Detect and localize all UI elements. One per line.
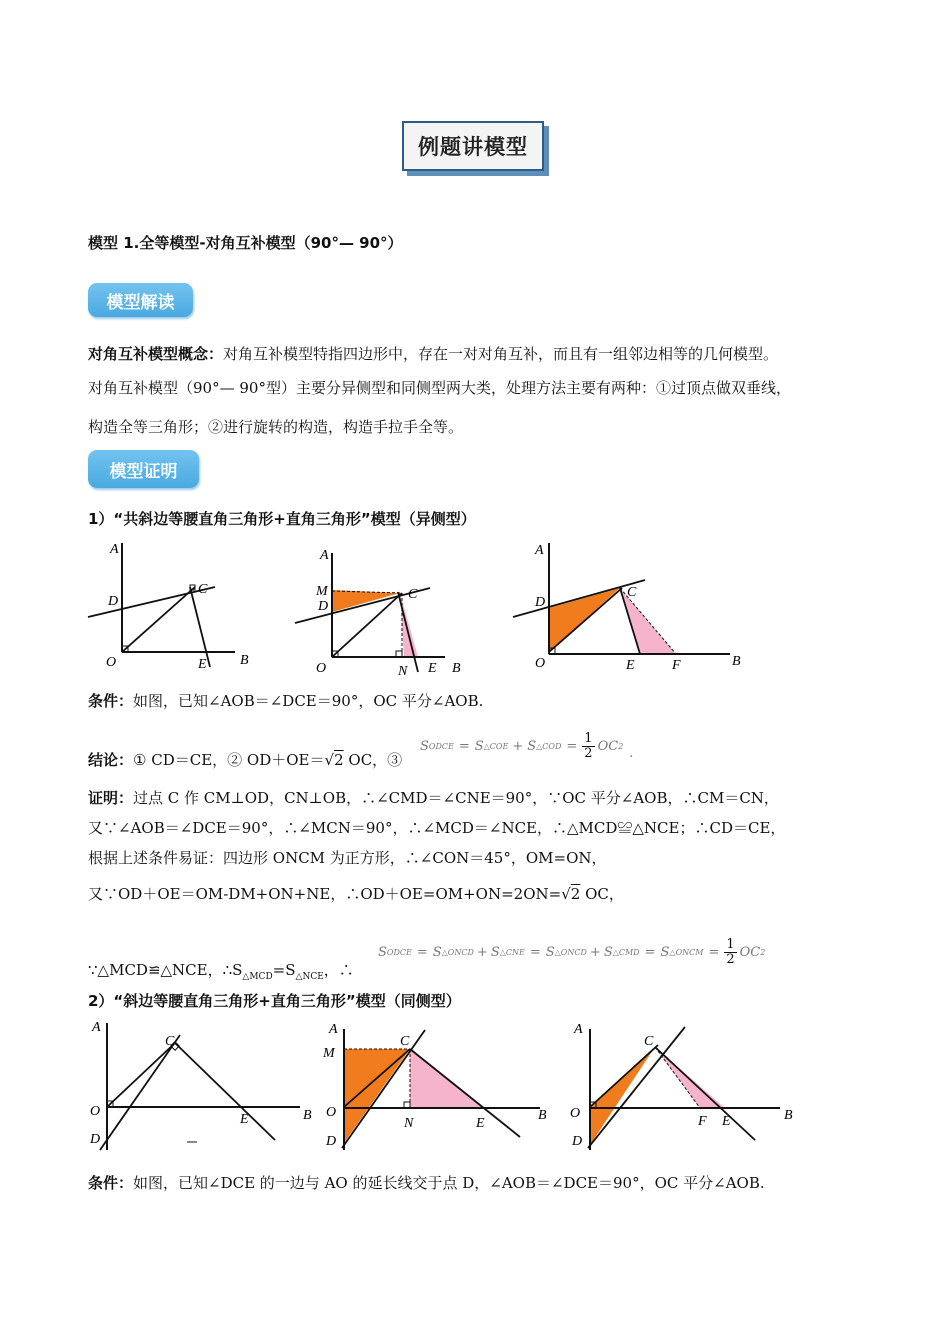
badge-proof: 模型证明 bbox=[88, 450, 199, 488]
section1-conclusion bbox=[88, 750, 402, 770]
svg-text:M: M bbox=[316, 584, 328, 599]
svg-text:O: O bbox=[535, 656, 546, 671]
svg-text:C: C bbox=[644, 1034, 654, 1049]
svg-text:O: O bbox=[570, 1106, 581, 1121]
section1-condition bbox=[88, 691, 483, 711]
condition2-label: 条件： bbox=[88, 1174, 134, 1192]
figure-1b bbox=[295, 548, 461, 679]
proof-text-4b: OC， bbox=[585, 885, 624, 903]
section1-figures bbox=[80, 535, 760, 680]
proof-text-1: 过点 C 作 CM⊥OD，CN⊥OB，∴∠CMD＝∠CNE＝90°，∵OC 平分∠AOB，∴CM＝CN， bbox=[133, 789, 779, 807]
figure-2b bbox=[322, 1022, 547, 1150]
svg-text:N: N bbox=[398, 664, 408, 679]
svg-text:O: O bbox=[326, 1105, 337, 1120]
svg-text:A: A bbox=[110, 542, 119, 557]
svg-text:C: C bbox=[198, 582, 208, 597]
proof-line-5: ∵△MCD≌△NCE，$\therefore S_{\triangle MCD}=S_{\triangle NCE}$，∴ bbox=[88, 961, 354, 982]
svg-text:D: D bbox=[90, 1132, 101, 1147]
svg-text:O: O bbox=[90, 1104, 101, 1119]
svg-text:F: F bbox=[698, 1114, 707, 1129]
svg-text:E: E bbox=[722, 1114, 731, 1129]
conclusion-label: 结论： bbox=[88, 751, 134, 769]
svg-text:B: B bbox=[303, 1108, 312, 1123]
svg-text:B: B bbox=[240, 653, 249, 668]
concept-line-1 bbox=[88, 344, 778, 364]
figure-2a bbox=[89, 1020, 312, 1150]
svg-text:F: F bbox=[672, 658, 681, 673]
svg-text:O: O bbox=[316, 661, 327, 676]
svg-text:A: A bbox=[329, 1022, 338, 1037]
condition-text: 如图，已知∠AOB＝∠DCE＝90°，OC 平分∠AOB. bbox=[133, 692, 484, 710]
figure-1c bbox=[513, 543, 741, 673]
conclusion-part-b: OC，③ bbox=[348, 751, 403, 769]
concept-line-3: 构造全等三角形；②进行旋转的构造，构造手拉手全等。 bbox=[88, 418, 464, 436]
figure-1a bbox=[88, 542, 249, 672]
section2-condition bbox=[88, 1173, 765, 1193]
section2-figures bbox=[80, 1015, 800, 1155]
svg-text:B: B bbox=[784, 1108, 793, 1123]
svg-text:C: C bbox=[165, 1034, 175, 1049]
svg-text:B: B bbox=[732, 654, 741, 669]
proof-line-2: 又∵∠AOB＝∠DCE＝90°，∴∠MCN＝90°，∴∠MCD＝∠NCE，∴△MCD≌△NCE；∴CD＝CE， bbox=[88, 819, 786, 837]
concept-text-1: 对角互补模型特指四边形中，存在一对对角互补，而且有一组邻边相等的几何模型。 bbox=[223, 345, 779, 363]
svg-text:C: C bbox=[408, 587, 418, 602]
svg-text:M: M bbox=[323, 1046, 335, 1061]
svg-text:E: E bbox=[626, 658, 635, 673]
figure-2c bbox=[570, 1022, 793, 1150]
model-heading: 模型 1.全等模型-对角互补模型（90°— 90°） bbox=[88, 234, 403, 252]
svg-text:C: C bbox=[627, 585, 637, 600]
svg-text:D: D bbox=[108, 594, 119, 609]
svg-text:D: D bbox=[535, 595, 546, 610]
concept-line-2: 对角互补模型（90°— 90°型）主要分异侧型和同侧型两大类，处理方法主要有两种：①过顶点做双垂线， bbox=[88, 379, 791, 397]
svg-text:E: E bbox=[240, 1112, 249, 1127]
svg-text:B: B bbox=[538, 1108, 547, 1123]
proof-line-1 bbox=[88, 788, 779, 808]
condition2-text: 如图，已知∠DCE 的一边与 AO 的延长线交于点 D，∠AOB＝∠DCE＝90°，OC 平分∠AOB. bbox=[133, 1174, 765, 1192]
svg-text:E: E bbox=[198, 657, 207, 672]
page-title: 例题讲模型 bbox=[402, 121, 544, 171]
svg-text:O: O bbox=[106, 655, 117, 670]
svg-text:A: A bbox=[574, 1022, 583, 1037]
proof-line-3: 根据上述条件易证：四边形 ONCM 为正方形，∴∠CON＝45°，OM=ON， bbox=[88, 849, 607, 867]
svg-text:A: A bbox=[92, 1020, 101, 1035]
proof-line-4 bbox=[88, 884, 624, 904]
svg-text:C: C bbox=[400, 1034, 410, 1049]
svg-text:A: A bbox=[320, 548, 329, 563]
svg-text:A: A bbox=[535, 543, 544, 558]
section2-heading: 2）“斜边等腰直角三角形+直角三角形”模型（同侧型） bbox=[88, 992, 461, 1010]
badge-interpret: 模型解读 bbox=[88, 283, 193, 317]
conclusion-part-a: ① CD＝CE，② OD＋OE＝ bbox=[133, 751, 325, 769]
svg-text:E: E bbox=[476, 1116, 485, 1131]
area-formula-2: S ODCE = S △ONCD + S △CNE = S △ONCD + S △CMD = S △ONCM = $\frac{1}{2}$ OC 2 bbox=[378, 937, 766, 967]
area-formula-1: S ODCE = S △COE + S △COD = $\frac{1}{2}$ OC 2 . bbox=[420, 731, 634, 761]
svg-text:D: D bbox=[326, 1134, 337, 1149]
svg-text:N: N bbox=[404, 1116, 414, 1131]
proof-text-4a: 又∵OD＋OE＝OM-DM+ON+NE，∴OD＋OE=OM+ON=2ON= bbox=[88, 885, 562, 903]
proof-label: 证明： bbox=[88, 789, 134, 807]
condition-label: 条件： bbox=[88, 692, 134, 710]
sqrt-two-b: √2 bbox=[561, 885, 581, 903]
svg-text:B: B bbox=[452, 661, 461, 676]
svg-text:D: D bbox=[572, 1134, 583, 1149]
svg-text:E: E bbox=[428, 661, 437, 676]
svg-text:D: D bbox=[318, 599, 329, 614]
sqrt-two: √2 bbox=[324, 751, 344, 769]
section1-heading: 1）“共斜边等腰直角三角形+直角三角形”模型（异侧型） bbox=[88, 510, 476, 528]
concept-label: 对角互补模型概念： bbox=[88, 345, 224, 363]
